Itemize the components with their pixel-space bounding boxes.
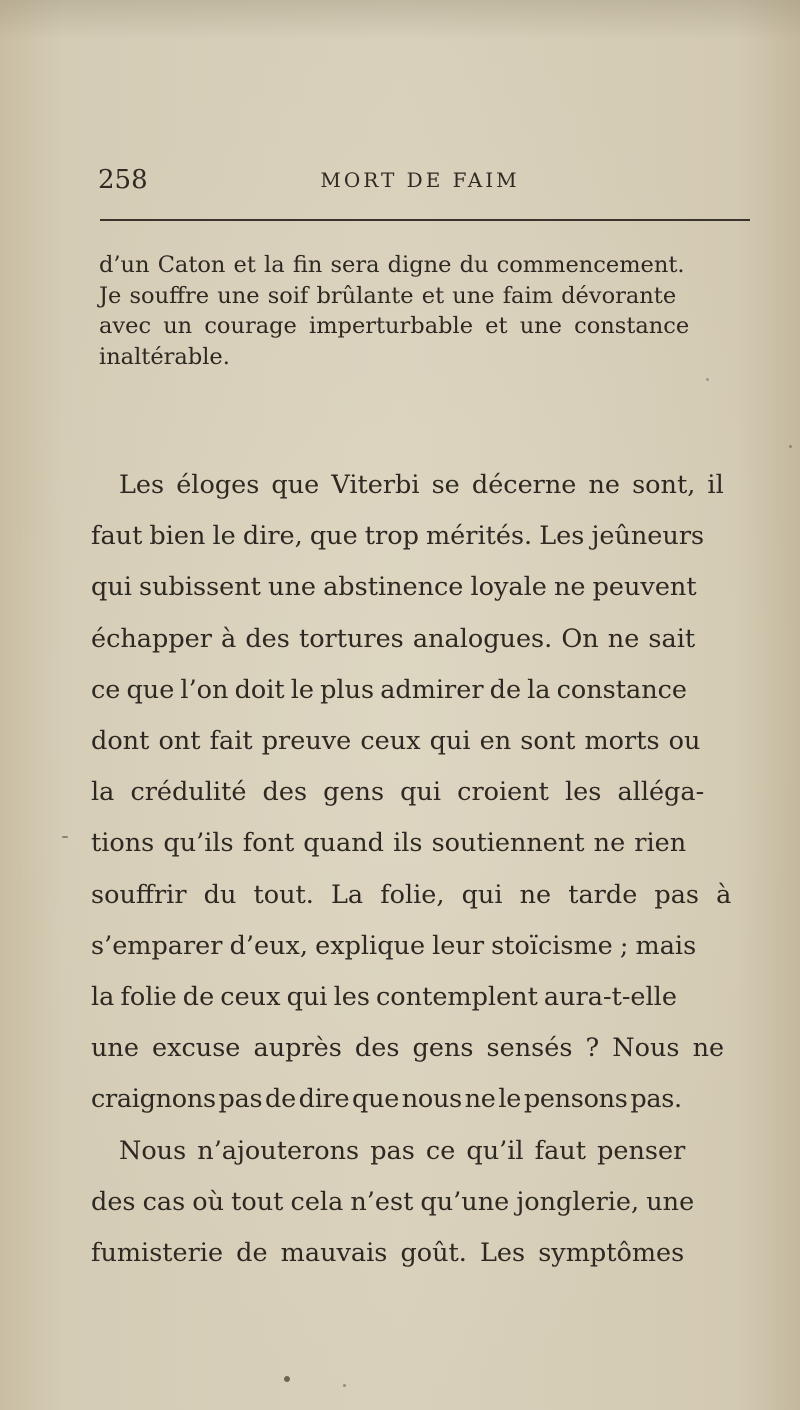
- text-line: des cas où tout cela n’est qu’une jonglerie, une: [91, 1186, 695, 1217]
- running-head: MORT DE FAIM: [320, 168, 520, 192]
- text-line: Nous n’ajouterons pas ce qu’il faut penser: [119, 1135, 686, 1166]
- paper-speck: [789, 445, 792, 448]
- page-top-shadow: [0, 0, 800, 40]
- paper-speck: [62, 836, 68, 838]
- quote-line: Je souffre une soif brûlante et une faim dévorante: [99, 282, 677, 309]
- text-line: faut bien le dire, que trop mérités. Les jeûneurs: [91, 521, 705, 552]
- text-line: tions qu’ils font quand ils soutiennent ne rien: [91, 828, 687, 859]
- text-line: une excuse auprès des gens sensés ? Nous ne: [91, 1033, 725, 1064]
- text-line: dont ont fait preuve ceux qui en sont morts ou: [91, 726, 701, 757]
- quote-line: inaltérable.: [99, 343, 230, 370]
- text-line: fumisterie de mauvais goût. Les symptômes: [91, 1238, 685, 1269]
- paper-speck: [343, 1384, 346, 1387]
- header-rule: [100, 219, 750, 221]
- quoted-passage: [99, 250, 759, 372]
- quote-line: d’un Caton et la fin sera digne du commencement.: [99, 252, 685, 278]
- text-line: Les éloges que Viterbi se décerne ne sont, il: [119, 470, 724, 500]
- text-line: s’emparer d’eux, explique leur stoïcisme ; mais: [91, 930, 697, 961]
- text-line: ce que l’on doit le plus admirer de la constance: [91, 674, 688, 705]
- text-line: échapper à des tortures analogues. On ne sait: [91, 623, 696, 654]
- paper-speck: [284, 1376, 290, 1382]
- text-line: la crédulité des gens qui croient les allégа-: [91, 777, 705, 808]
- text-line: la folie de ceux qui les contemplent aura-t-elle: [91, 982, 677, 1013]
- text-line: souffrir du tout. La folie, qui ne tarde pas à: [91, 879, 732, 910]
- quote-line: avec un courage imperturbable et une constance: [99, 313, 690, 339]
- body-paragraphs: [91, 460, 761, 1279]
- page-number: 258: [98, 165, 148, 195]
- paper-speck: [706, 378, 709, 381]
- text-line: craignons pas de dire que nous ne le pensons pas.: [91, 1084, 682, 1115]
- text-line: qui subissent une abstinence loyale ne peuvent: [91, 572, 697, 603]
